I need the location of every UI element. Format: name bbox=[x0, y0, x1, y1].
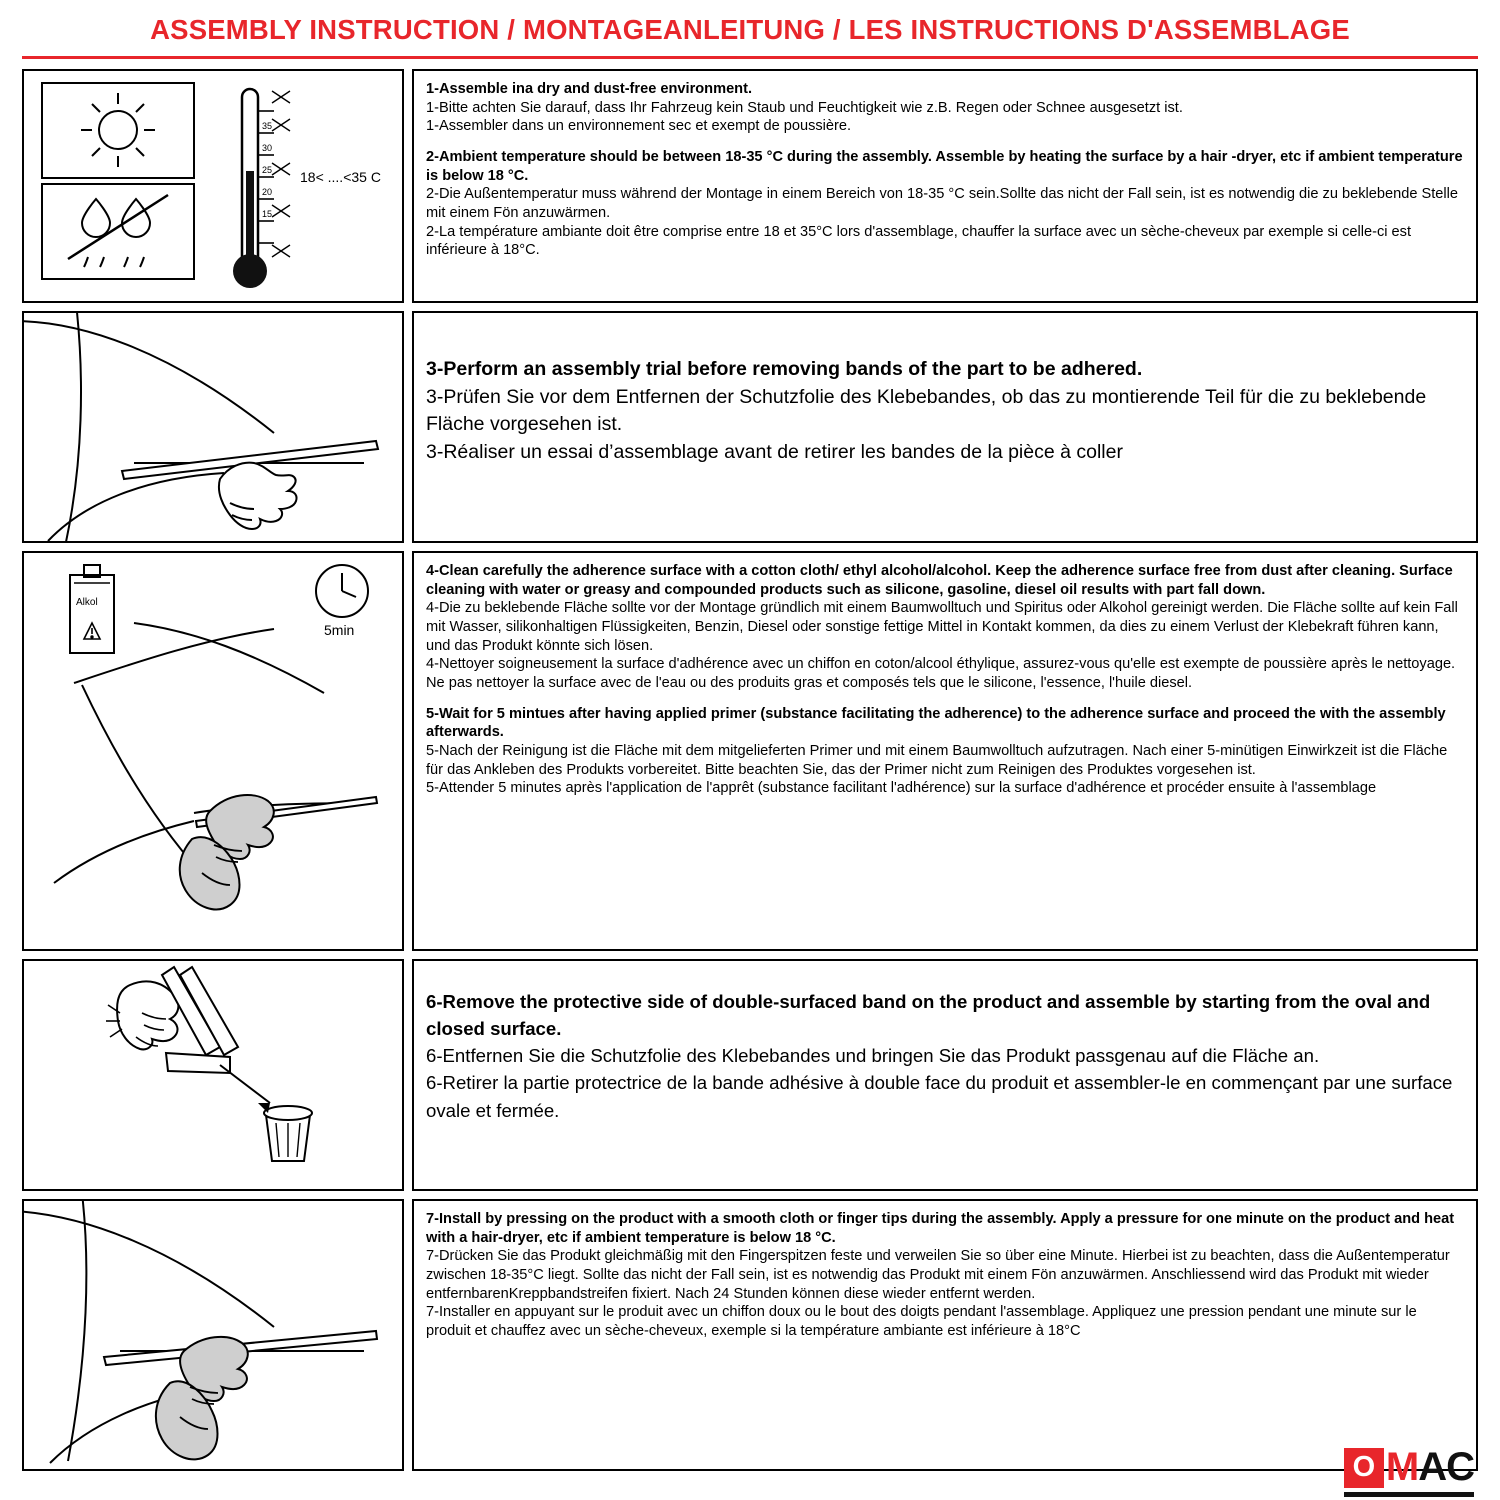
hand-with-squeegee-on-window-icon bbox=[219, 463, 297, 529]
step-text: 3-Prüfen Sie vor dem Entfernen der Schutzfolie des Klebebandes, ob das zu montierende Teil für die zu beklebende Fläche vorgesehen ist. bbox=[426, 385, 1427, 436]
figure-3 bbox=[22, 551, 404, 951]
step-text: 7-Install by pressing on the product with a smooth cloth or finger tips during the assembly. Apply a pressure for one minute on the product and heat with a hair-dryer, etc if ambient temperature is below 18 °C. bbox=[426, 1211, 1455, 1246]
svg-text:30: 30 bbox=[262, 143, 273, 153]
logo-word-rest: AC bbox=[1418, 1445, 1474, 1489]
svg-text:25: 25 bbox=[262, 165, 273, 175]
step-text: 4-Die zu beklebende Fläche sollte vor der Montage gründlich mit einem Baumwolltuch und Spiritus oder Alkohol gereinigt werden. Die Fläche sollte auf kein Fall mit Wasser, silikonhaltigen Flüssigkeiten, Benzin, Diesel oder sonstige fettige Mittel in Kontakt kommen, da dies zu einem Verlust der Klebekraft führen kann, und das Produkt könnte sich lösen. bbox=[426, 600, 1458, 654]
title-divider bbox=[22, 56, 1478, 59]
alcohol-bottle-icon bbox=[70, 565, 114, 653]
step-text: 7-Drücken Sie das Produkt gleichmäßig mit den Fingerspitzen feste und verweilen Sie so über eine Minute. Hierbei ist zu beachten, dass die Außentemperatur zwischen 18-35°C liegt. Sollte das nicht der Fall sein, ist es notwendig das Produkt mit einem Fön anzuwärmen. Anschliessend wird das Produkt mit wieder entfernbarenKreppbandstreifen fixiert. Nach 24 Stunden können diese wieder entfernt werden. bbox=[426, 1248, 1450, 1302]
step-text: 2-Die Außentemperatur muss während der Montage in einem Bereich von 18-35 °C sein.Sollte das nicht der Fall sein, ist es notwendig die zu beklebende Stelle mit einem Fön anzuwärmen. bbox=[426, 186, 1459, 222]
omac-logo bbox=[1344, 1445, 1474, 1490]
svg-text:20: 20 bbox=[262, 187, 273, 197]
step-1-2-text bbox=[412, 69, 1478, 303]
figure-5 bbox=[22, 1199, 404, 1471]
step-6-text bbox=[412, 959, 1478, 1191]
step-text: 2-Ambient temperature should be between 18-35 °C during the assembly. Assemble by heating the surface by a hair -dryer, etc if ambient temperature is below 18 °C. bbox=[426, 149, 1463, 184]
no-water-drops-icon bbox=[68, 195, 168, 267]
clock-label: 5min bbox=[324, 622, 355, 638]
step-text: 5-Nach der Reinigung ist die Fläche mit dem mitgelieferten Primer und mit einem Baumwolltuch aufzutragen. Nach einer 5-minütigen Einwirkzeit ist die Fläche für das Ankleben des Produkts vorbereitet. Bitte beachten Sie, das der Primer nicht zum Reinigen des Produktes vorgesehen ist. bbox=[426, 743, 1448, 778]
step-text: 6-Retirer la partie protectrice de la bande adhésive à double face du produit et assembler-le en commençant par une surface ovale et fermée. bbox=[426, 1072, 1453, 1121]
step-text: 1-Assemble ina dry and dust-free environment. bbox=[426, 81, 753, 97]
step-text: 7-Installer en appuyant sur le produit avec un chiffon doux ou le bout des doigts pendant l'assemblage. Appliquez une pression pendant une minute sur le produit et chauffez avec un sèche-cheveux, exemple si la température ambiante est inférieure à 18°C bbox=[426, 1304, 1417, 1340]
step-row-3 bbox=[22, 551, 1478, 951]
step-3-text bbox=[412, 311, 1478, 543]
page-title: ASSEMBLY INSTRUCTION / MONTAGEANLEITUNG / LES INSTRUCTIONS D'ASSEMBLAGE bbox=[150, 14, 1350, 45]
step-7-text bbox=[412, 1199, 1478, 1471]
hand-peeling-tape-into-bin-icon bbox=[106, 967, 312, 1161]
svg-text:15: 15 bbox=[262, 209, 273, 219]
logo-word-red: M bbox=[1385, 1445, 1419, 1489]
step-text: 5-Wait for 5 mintues after having applied primer (substance facilitating the adherence) to the adherence surface and proceed the with the assembly afterwards. bbox=[426, 705, 1446, 741]
clock-icon bbox=[316, 565, 368, 617]
figure-1 bbox=[22, 69, 404, 303]
figure-2 bbox=[22, 311, 404, 543]
step-text: 5-Attender 5 minutes après l'application de l'apprêt (substance facilitant l'adhérence) sur la surface d'adhérence et procéder ensuite à l'assemblage bbox=[426, 780, 1377, 797]
step-text: 4-Nettoyer soigneusement la surface d'adhérence avec un chiffon en coton/alcool éthylique, assurez-vous qu'elle est exempte de poussière après le nettoyage. Ne pas nettoyer la surface avec de l'eau ou des produits gras et composés tels que le silicone, l'essence, l'huile diesel. bbox=[426, 656, 1456, 692]
logo-underline bbox=[1344, 1492, 1474, 1497]
step-text: 3-Réaliser un essai d’assemblage avant de retirer les bandes de la pièce à coller bbox=[426, 441, 1123, 464]
warning-triangle-icon bbox=[84, 623, 100, 639]
step-4-5-text bbox=[412, 551, 1478, 951]
sun-icon bbox=[81, 93, 155, 167]
steps-container bbox=[22, 69, 1478, 1471]
logo-wordmark bbox=[1386, 1445, 1474, 1490]
step-text: 6-Entfernen Sie die Schutzfolie des Klebebandes und bringen Sie das Produkt passgenau auf die Fläche an. bbox=[426, 1045, 1320, 1067]
step-text: 1-Bitte achten Sie darauf, dass Ihr Fahrzeug kein Staub und Feuchtigkeit wie z.B. Regen oder Schnee ausgesetzt ist. bbox=[426, 99, 1183, 116]
step-row-5 bbox=[22, 1199, 1478, 1471]
hand-with-cloth-icon bbox=[180, 795, 274, 909]
thermometer-icon bbox=[233, 89, 290, 288]
step-row-1 bbox=[22, 69, 1478, 303]
svg-text:35: 35 bbox=[262, 121, 273, 131]
step-row-4 bbox=[22, 959, 1478, 1191]
step-text: 4-Clean carefully the adherence surface with a cotton cloth/ ethyl alcohol/alcohol. Keep the adherence surface free from dust after cleaning. Surface cleaning with water or greasy and compounded products such as silicone, gasoline, diesel oil results with part fall down. bbox=[426, 563, 1453, 598]
step-text: 1-Assembler dans un environnement sec et exempt de poussière. bbox=[426, 118, 852, 135]
logo-mark: O bbox=[1344, 1448, 1384, 1488]
bottle-label: Alkol bbox=[76, 597, 98, 608]
step-text: 6-Remove the protective side of double-surfaced band on the product and assemble by starting from the oval and closed surface. bbox=[426, 991, 1431, 1040]
temperature-range-label: 18< ....<35 C bbox=[300, 169, 381, 185]
step-row-2 bbox=[22, 311, 1478, 543]
step-text: 3-Perform an assembly trial before removing bands of the part to be adhered. bbox=[426, 358, 1143, 380]
step-text: 2-La température ambiante doit être comprise entre 18 et 35°C lors d'assemblage, chauffer la surface avec un sèche-cheveux par exemple si celle-ci est inférieure à 18°C. bbox=[426, 223, 1412, 259]
figure-4 bbox=[22, 959, 404, 1191]
